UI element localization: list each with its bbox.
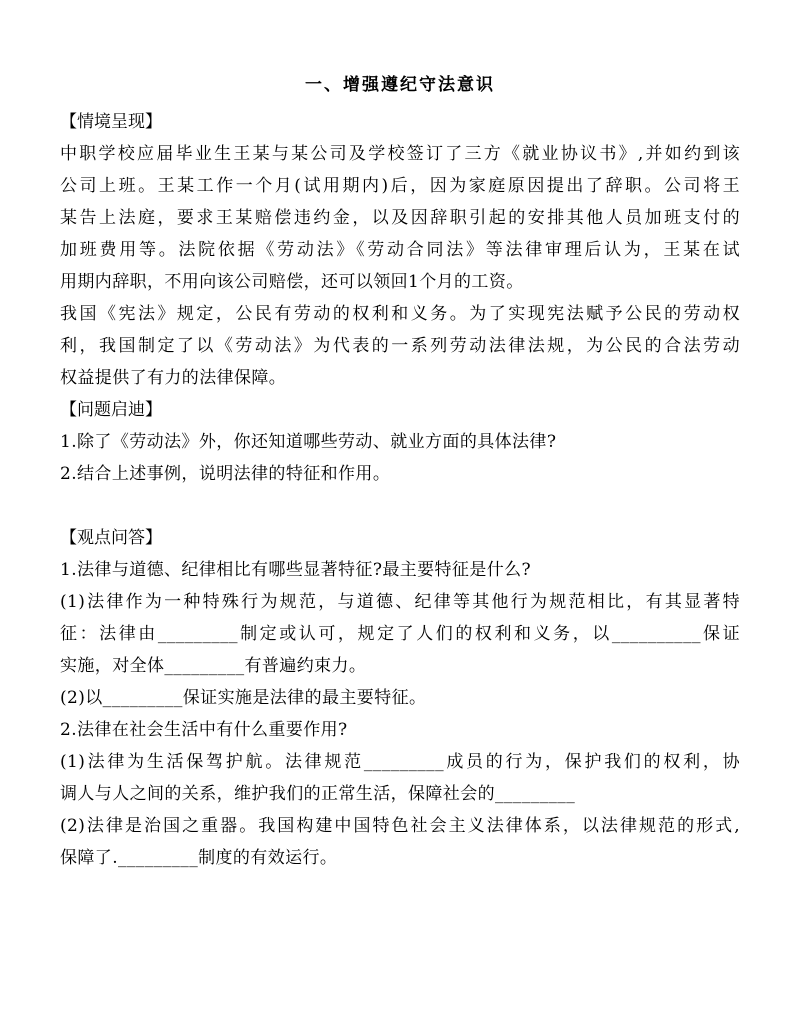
text-line: 调人与人之间的关系，维护我们的正常生活，保障社会的_________: [60, 784, 576, 804]
section-heading-questions: 【问题启迪】: [60, 400, 162, 420]
text-line: 中职学校应届毕业生王某与某公司及学校签订了三方《就业协议书》,并如约到该: [60, 144, 740, 164]
text-line: 权益提供了有力的法律保障。: [60, 368, 287, 388]
text-line: 某告上法庭，要求王某赔偿违约金，以及因辞职引起的安排其他人员加班支付的: [60, 208, 740, 228]
answer-2-part-2: [60, 810, 740, 874]
text-line: 实施，对全体_________有普遍约束力。: [60, 656, 367, 676]
answer-2-part-1: [60, 746, 740, 810]
document-page: [60, 68, 740, 874]
text-line: 我国《宪法》规定，公民有劳动的权利和义务。为了实现宪法赋予公民的劳动权: [60, 304, 740, 324]
text-line: (1)法律为生活保驾护航。法律规范_________成员的行为，保护我们的权利，协: [60, 752, 740, 772]
section-heading-situation: 【情境呈现】: [60, 112, 162, 132]
text-line: (1)法律作为一种特殊行为规范，与道德、纪律等其他行为规范相比，有其显著特: [60, 592, 740, 612]
answer-question-2: 2.法律在社会生活中有什么重要作用?: [60, 720, 348, 740]
text-line: 保障了._________制度的有效运行。: [60, 848, 338, 868]
answer-question-1: 1.法律与道德、纪律相比有哪些显著特征?最主要特征是什么?: [60, 560, 532, 580]
text-line: 征：法律由_________制定或认可，规定了人们的权利和义务，以__________保证: [60, 624, 740, 644]
situation-paragraph-2: [60, 298, 740, 394]
text-line: 公司上班。王某工作一个月(试用期内)后，因为家庭原因提出了辞职。公司将王: [60, 176, 740, 196]
text-line: (2)法律是治国之重器。我国构建中国特色社会主义法律体系，以法律规范的形式,: [60, 816, 740, 836]
section-heading-answers: 【观点问答】: [60, 528, 162, 548]
text-line: 加班费用等。法院依据《劳动法》《劳动合同法》等法律审理后认为，王某在试: [60, 240, 740, 260]
answer-1-part-2: (2)以_________保证实施是法律的最主要特征。: [60, 688, 427, 708]
answer-1-part-1: [60, 586, 740, 682]
blank-gap: [60, 490, 740, 522]
page-title: 一、增强遵纪守法意识: [305, 75, 495, 95]
text-line: 利，我国制定了以《劳动法》为代表的一系列劳动法律法规，为公民的合法劳动: [60, 336, 740, 356]
text-line: 用期内辞职，不用向该公司赔偿，还可以领回1个月的工资。: [60, 272, 524, 292]
question-2: 2.结合上述事例，说明法律的特征和作用。: [60, 464, 391, 484]
situation-paragraph-1: [60, 138, 740, 298]
question-1: 1.除了《劳动法》外，你还知道哪些劳动、就业方面的具体法律?: [60, 432, 557, 452]
